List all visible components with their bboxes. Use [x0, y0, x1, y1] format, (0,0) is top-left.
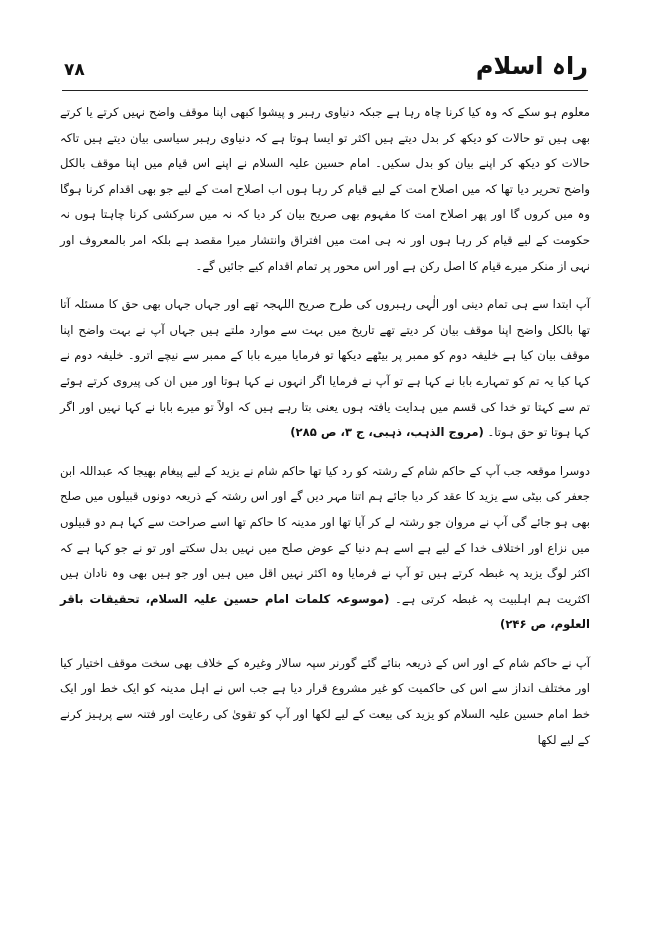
paragraph-4	[60, 651, 590, 753]
page-number: ۷۸	[64, 60, 85, 80]
paragraph-3	[60, 459, 590, 638]
citation: (موسوعہ کلمات امام حسین علیہ السلام، تحقیقات باقر العلوم، ص ۲۴۶)	[60, 591, 590, 632]
book-title: راہ اسلام	[475, 52, 588, 80]
citation: (مروج الذہب، ذہبی، ج ۳، ص ۲۸۵)	[290, 425, 484, 440]
header-divider	[62, 90, 588, 91]
paragraph-1	[60, 100, 590, 279]
paragraph-2	[60, 292, 590, 446]
paragraph-text: آپ ابتدا سے ہی تمام دینی اور الٰہی رہبروں کی طرح صریح اللہجہ تھے اور جہاں جہاں بھی حق کا مسئلہ آتا تھا بالکل واضح اپنا موقف بیان کر دیتے تھے تاریخ میں بہت سے موارد ملتے ہیں جہاں آپ نے بہت واضح اپنا موقف بیان کیا ہے خلیفہ دوم کو ممبر پر بیٹھے دیکھا تو فرمایا میرے بابا کے ممبر سے نیچے اترو۔ خلیفہ دوم نے کہا کیا یہ تم کو تمہارے بابا نے کہا ہے تو آپ نے فرمایا اگر انہوں نے کہا ہوتا اور میں ان کی پیروی کرتے ہوئے تم سے کہتا تو خدا کی قسم میں ہدایت یافتہ ہوں یعنی بتا رہے ہیں کہ اولاً تو میرے بابا نے کہا نہیں اور اگر کہا ہوتا تو حق ہوتا۔	[60, 297, 590, 440]
page-header	[62, 52, 588, 92]
body-text	[60, 100, 590, 766]
paragraph-text: دوسرا موقعہ جب آپ کے حاکم شام کے رشتہ کو رد کیا تھا حاکم شام نے یزید کے لیے پیغام بھیجا کہ عبداللہ ابن جعفر کی بیٹی سے یزید کا عقد کر دیا جائے ہم اتنا مہر دیں گے اور اس رشتہ کے ذریعہ دونوں قبیلوں میں صلح بھی ہو جائے گی آپ نے مروان جو رشتہ لے کر آیا تھا اور مدینہ کا حاکم تھا اسے صراحت سے کہا ہم دو قبیلوں میں نزاع اور اختلاف خدا کے لیے ہے اسے ہم دنیا کے عوض صلح میں نہیں بدل سکتے اور تو نے جو کہا ہے کہ اکثر لوگ یزید پہ غبطہ کرتے ہیں تو آپ نے فرمایا وہ اکثر نہیں اقل میں ہیں اور جو ہیں بھی وہ نادان ہیں اکثریت ہم اہلبیت پہ غبطہ کرتی ہے۔	[60, 463, 590, 606]
paragraph-text: معلوم ہو سکے کہ وہ کیا کرنا چاہ رہا ہے جبکہ دنیاوی رہبر و پیشوا کبھی اپنا موقف واضح نہیں کرتے یا کرتے بھی ہیں تو حالات کو دیکھ کر بدل دیتے ہیں اکثر تو ایسا ہوتا ہے کہ دنیاوی رہبر سیاسی بیان دیتے ہیں تاکہ حالات کو دیکھ کر اپنے بیان کو بدل سکیں۔ امام حسین علیہ السلام نے اپنے اس قیام میں اپنا موقف بالکل واضح تحریر دیا تھا کہ میں اصلاح امت کے لیے قیام کر رہا ہوں اب اصلاح امت کے لیے جو بھی اقدام کرنا ہوگا وہ میں کروں گا اور پھر اصلاح امت کا مفہوم بھی صریح بیان کر دیا کہ نہ میں سرکشی کرنا چاہتا ہوں نہ حکومت کے لیے قیام کر رہا ہوں اور نہ ہی امت میں افتراق وانتشار میرا مقصد ہے بلکہ امر بالمعروف اور نہی از منکر میرے قیام کا اصل رکن ہے اور اس محور پر تمام اقدام کیے جائیں گے۔	[60, 105, 590, 273]
paragraph-text: آپ نے حاکم شام کے اور اس کے ذریعہ بنائے گئے گورنر سپہ سالار وغیرہ کے خلاف بھی سخت موقف اختیار کیا اور مختلف انداز سے اس کی حاکمیت کو غیر مشروع قرار دیا ہے جب اس نے اہل مدینہ کو ایک خط اور ایک خط امام حسین علیہ السلام کو یزید کی بیعت کے لیے لکھا اور آپ کو تقویٰ کی رعایت اور فتنہ سے پرہیز کرنے کے لیے لکھا	[60, 655, 590, 747]
